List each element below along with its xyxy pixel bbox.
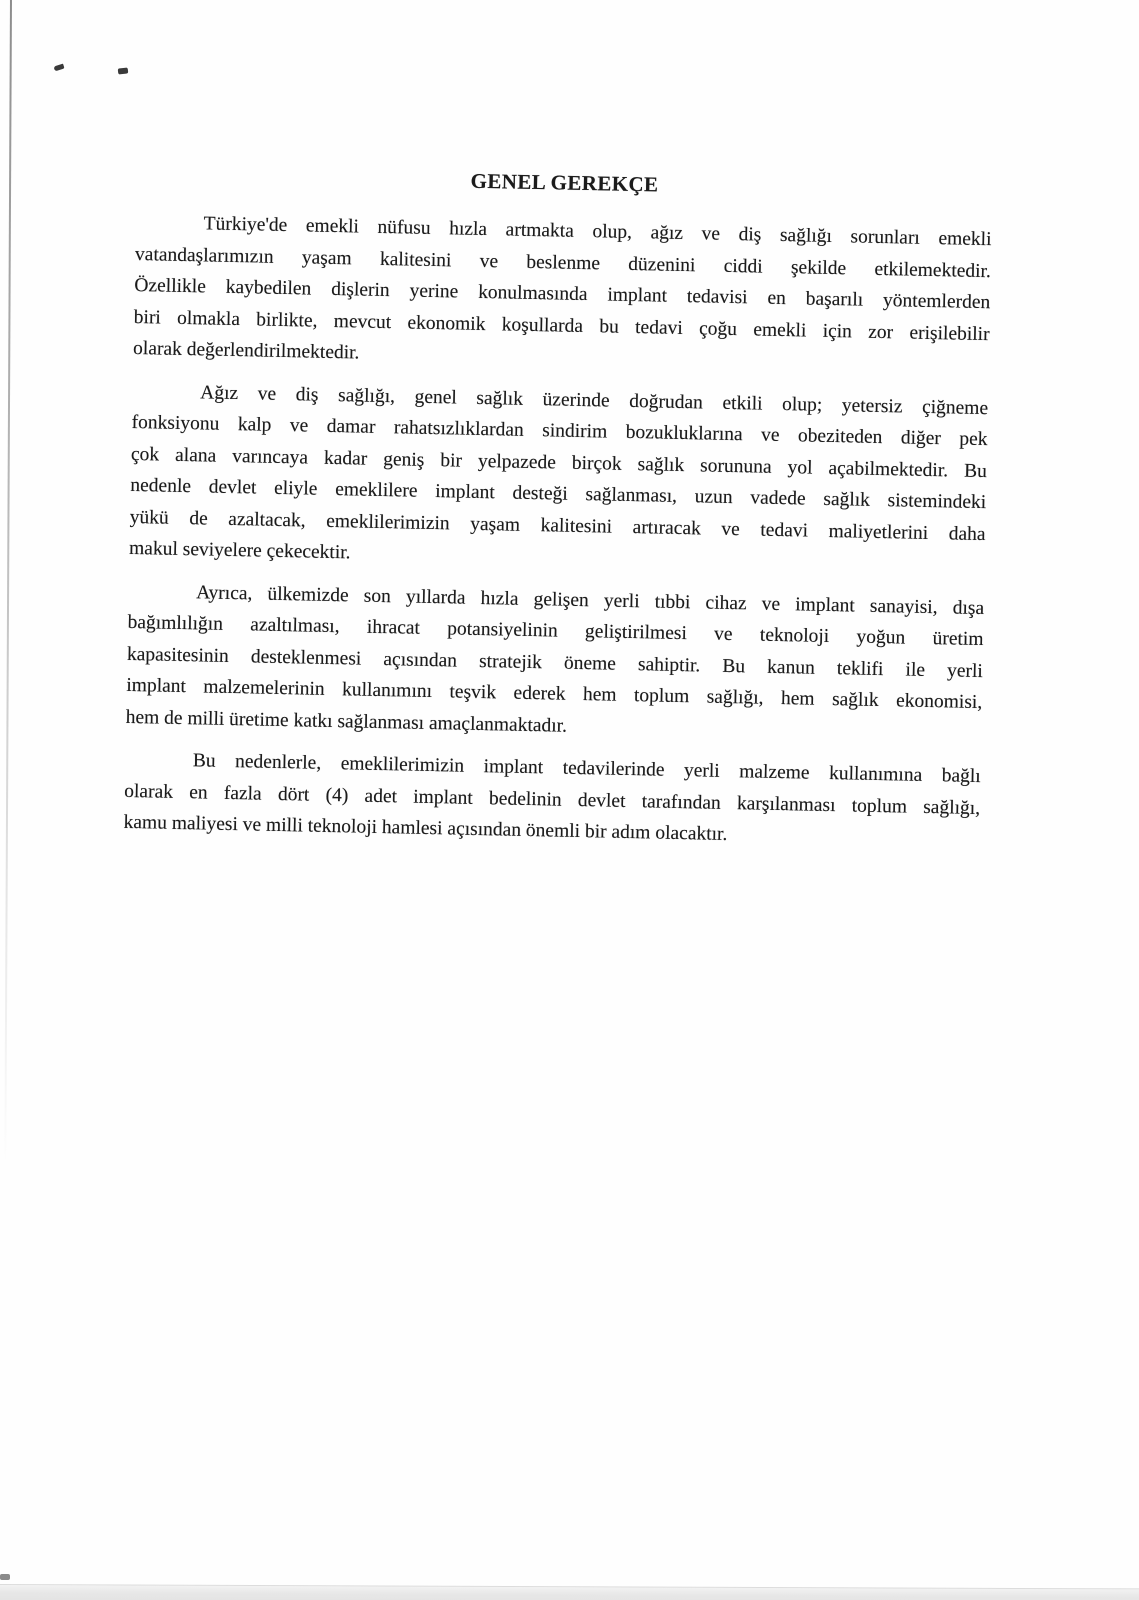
text-line: bağımlılığın azaltılması, ihracat potansiyelinin geliştirilmesi ve teknoloji yoğun üretim (127, 611, 984, 651)
text-line: çok alana varıncaya kadar geniş bir yelpazede birçok sağlık sorununa yol açabilmektedir. Bu (130, 443, 988, 482)
ink-speck (118, 67, 129, 74)
scan-bottom-shadow (0, 1584, 1139, 1600)
text-line: kamu maliyesi ve milli teknoloji hamlesi açısından önemli bir adım olacaktır. (123, 811, 728, 845)
document-title: GENEL GEREKÇE (470, 168, 659, 197)
text-line: Ayrıca, ülkemizde son yıllarda hızla gelişen yerli tıbbi cihaz ve implant sanayisi, dışa (196, 581, 985, 619)
text-line: Türkiye'de emekli nüfusu hızla artmakta olup, ağız ve diş sağlığı sorunları emekli (203, 213, 992, 251)
paragraph (133, 207, 992, 382)
ink-speck (53, 64, 64, 72)
text-line: nedenle devlet eliyle emeklilere implant desteği sağlanması, uzun vadede sağlık sistemindeki (130, 474, 987, 514)
paragraph (123, 744, 981, 856)
document-body (123, 156, 993, 867)
text-line: kapasitesinin desteklenmesi açısından stratejik öneme sahiptir. Bu kanun teklifi ile yerli (126, 643, 984, 682)
text-line: implant malzemelerinin kullanımını teşvik ederek hem toplum sağlığı, hem sağlık ekonomisi, (126, 674, 983, 714)
text-line: fonksiyonu kalp ve damar rahatsızlıklardan sindirim bozukluklarına ve obeziteden diğer pek (131, 411, 988, 451)
scan-edge-line (4, 0, 12, 1166)
paragraph (129, 375, 989, 581)
text-line: biri olmakla birlikte, mevcut ekonomik koşullarda bu tedavi çoğu emekli için zor erişilebilir (133, 306, 990, 345)
text-line: olarak değerlendirilmektedir. (132, 337, 360, 364)
ink-speck (0, 1574, 10, 1580)
text-line: Özellikle kaybedilen dişlerin yerine konulmasında implant tedavisi en başarılı yöntemlerden (134, 274, 991, 314)
paragraph (125, 575, 984, 750)
text-line: olarak en fazla dört (4) adet implant bedelinin devlet tarafından karşılanması toplum sağlığı, (124, 780, 981, 819)
text-line: makul seviyelere çekecektir. (128, 537, 351, 564)
paragraphs-container (123, 207, 992, 856)
text-line: Bu nedenlerle, emeklilerimizin implant tedavilerinde yerli malzeme kullanımına bağlı (192, 750, 981, 788)
text-line: Ağız ve diş sağlığı, genel sağlık üzerinde doğrudan etkili olup; yetersiz çiğneme (200, 381, 989, 419)
text-line: hem de milli üretime katkı sağlanması amaçlanmaktadır. (125, 706, 568, 737)
text-line: yükü de azaltacak, emeklilerimizin yaşam kalitesini artıracak ve tedavi maliyetlerini daha (129, 506, 986, 545)
text-line: vatandaşlarımızın yaşam kalitesini ve beslenme düzenini ciddi şekilde etkilemektedir. (134, 243, 992, 282)
